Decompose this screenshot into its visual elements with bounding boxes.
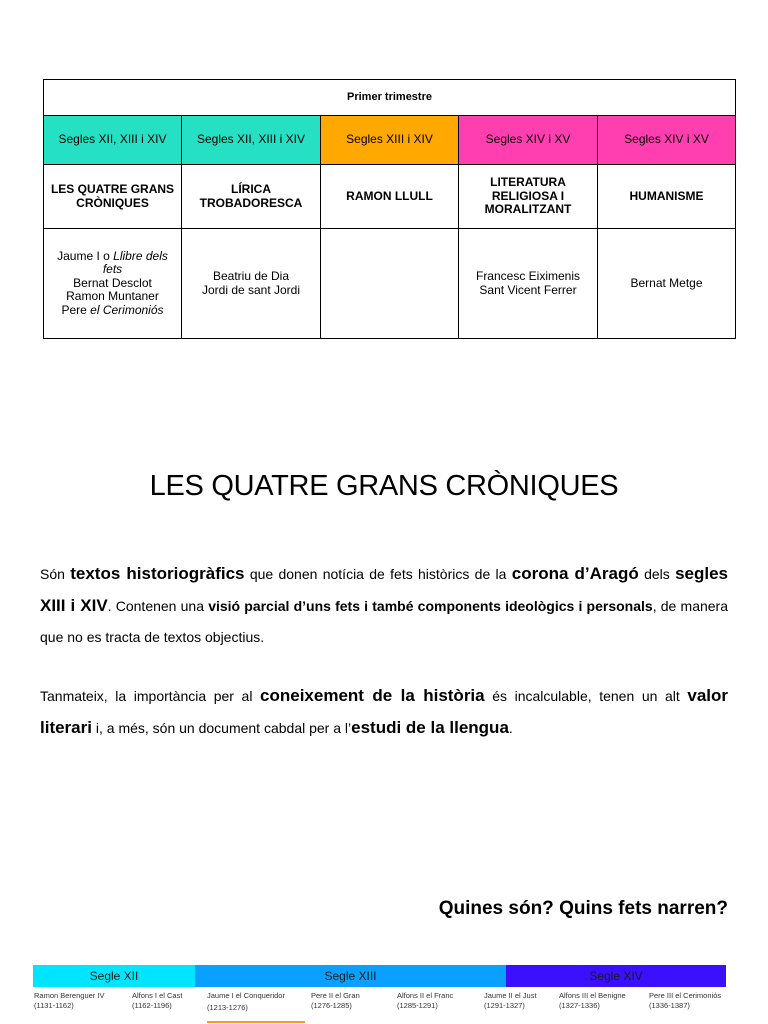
king-name: Alfons II el Franc bbox=[397, 991, 454, 1000]
question-heading: Quines són? Quins fets narren? bbox=[438, 898, 728, 919]
period-cell: Segles XII, XIII i XIV bbox=[182, 116, 321, 165]
table-title: Primer trimestre bbox=[44, 80, 736, 116]
king-entry bbox=[484, 991, 537, 1011]
century-timeline bbox=[33, 965, 726, 987]
work-title: Llibre dels fets bbox=[102, 248, 168, 277]
king-years: (1327-1336) bbox=[559, 1001, 600, 1010]
king-name: Alfons I el Cast bbox=[132, 991, 183, 1000]
king-entry bbox=[311, 991, 360, 1011]
king-entry bbox=[397, 991, 453, 1011]
topic-cell: RAMON LLULL bbox=[321, 165, 459, 229]
topic-cell: LES QUATRE GRANS CRÒNIQUES bbox=[44, 165, 182, 229]
king-name: Alfons III el Benigne bbox=[559, 991, 626, 1000]
century-segment: Segle XIV bbox=[506, 965, 726, 987]
authors-cell bbox=[182, 229, 321, 339]
author-name: Pere el Cerimoniós bbox=[61, 302, 164, 317]
emphasis-text: visió parcial d’uns fets i també components ideològics i personals bbox=[208, 598, 653, 614]
emphasis-text: valor literari bbox=[40, 686, 728, 737]
king-entry bbox=[34, 991, 104, 1011]
period-cell: Segles XII, XIII i XIV bbox=[44, 116, 182, 165]
emphasis-text: corona d’Aragó bbox=[511, 564, 639, 583]
king-years: (1131-1162) bbox=[34, 1001, 74, 1010]
king-name: Pere III el Cerimoniós bbox=[649, 991, 722, 1000]
emphasis-text: textos historiogràfics bbox=[70, 564, 245, 583]
emphasis-text: coneixement de la història bbox=[260, 686, 485, 705]
schedule-table bbox=[43, 79, 736, 339]
authors-cell bbox=[598, 229, 736, 339]
century-segment: Segle XII bbox=[33, 965, 195, 987]
section-heading: LES QUATRE GRANS CRÒNIQUES bbox=[149, 470, 619, 502]
topic-cell: LÍRICA TROBADORESCA bbox=[182, 165, 321, 229]
king-entry bbox=[207, 991, 285, 1013]
author-name: Ramon Muntaner bbox=[66, 289, 159, 304]
authors-cell bbox=[459, 229, 598, 339]
period-cell: Segles XIV i XV bbox=[598, 116, 736, 165]
emphasis-text: segles XIII i XIV bbox=[40, 564, 729, 615]
period-cell: Segles XIII i XIV bbox=[321, 116, 459, 165]
topic-row bbox=[44, 165, 736, 229]
emphasis-text: estudi de la llengua bbox=[351, 718, 509, 737]
author-name: Francesc Eiximenis bbox=[475, 269, 581, 283]
king-name: Jaume I el Conqueridor bbox=[207, 991, 285, 1000]
authors-row bbox=[44, 229, 736, 339]
topic-cell: LITERATURA RELIGIOSA I MORALITZANT bbox=[459, 165, 598, 229]
author-name: Jordi de sant Jordi bbox=[201, 282, 301, 297]
author-name: Bernat Metge bbox=[630, 275, 703, 290]
authors-cell bbox=[44, 229, 182, 339]
author-name: Sant Vicent Ferrer bbox=[479, 282, 577, 297]
king-entry bbox=[559, 991, 626, 1011]
king-years: (1276-1285) bbox=[311, 1001, 352, 1010]
authors-cell bbox=[321, 229, 459, 339]
topic-cell: HUMANISME bbox=[598, 165, 736, 229]
king-years: (1162-1196) bbox=[132, 1001, 172, 1010]
century-segment: Segle XIII bbox=[195, 965, 506, 987]
period-cell: Segles XIV i XV bbox=[459, 116, 598, 165]
importance-paragraph: Tanmateix, la importància per al coneixement de la història és incalculable, tenen un alt valor literari i, a més, són un document cabdal per a l’estudi de la llengua. bbox=[40, 686, 728, 737]
period-row bbox=[44, 116, 736, 165]
author-name: Jaume I o Llibre dels fets bbox=[57, 248, 168, 277]
highlight-underline bbox=[207, 1021, 305, 1023]
king-entry bbox=[649, 991, 721, 1011]
king-years: (1336-1387) bbox=[649, 1001, 690, 1010]
king-name: Jaume II el Just bbox=[484, 991, 537, 1000]
intro-paragraph: Són textos historiogràfics que donen notícia de fets històrics de la corona d’Aragó dels segles XIII i XIV. Contenen una visió parcial d’uns fets i també components ideològics i personals, de manera que no es tracta de textos objectius. bbox=[40, 564, 729, 645]
king-name: Ramon Berenguer IV bbox=[34, 991, 105, 1000]
king-years: (1291-1327) bbox=[484, 1001, 525, 1010]
author-name: Bernat Desclot bbox=[73, 275, 152, 290]
king-entry bbox=[132, 991, 182, 1011]
kings-list bbox=[33, 991, 733, 1024]
king-years: (1285-1291) bbox=[397, 1001, 438, 1010]
king-name: Pere II el Gran bbox=[311, 991, 360, 1000]
king-years: (1213-1276) bbox=[207, 1003, 248, 1012]
author-name: Beatriu de Dia bbox=[212, 269, 290, 283]
work-title: el Cerimoniós bbox=[90, 302, 164, 317]
